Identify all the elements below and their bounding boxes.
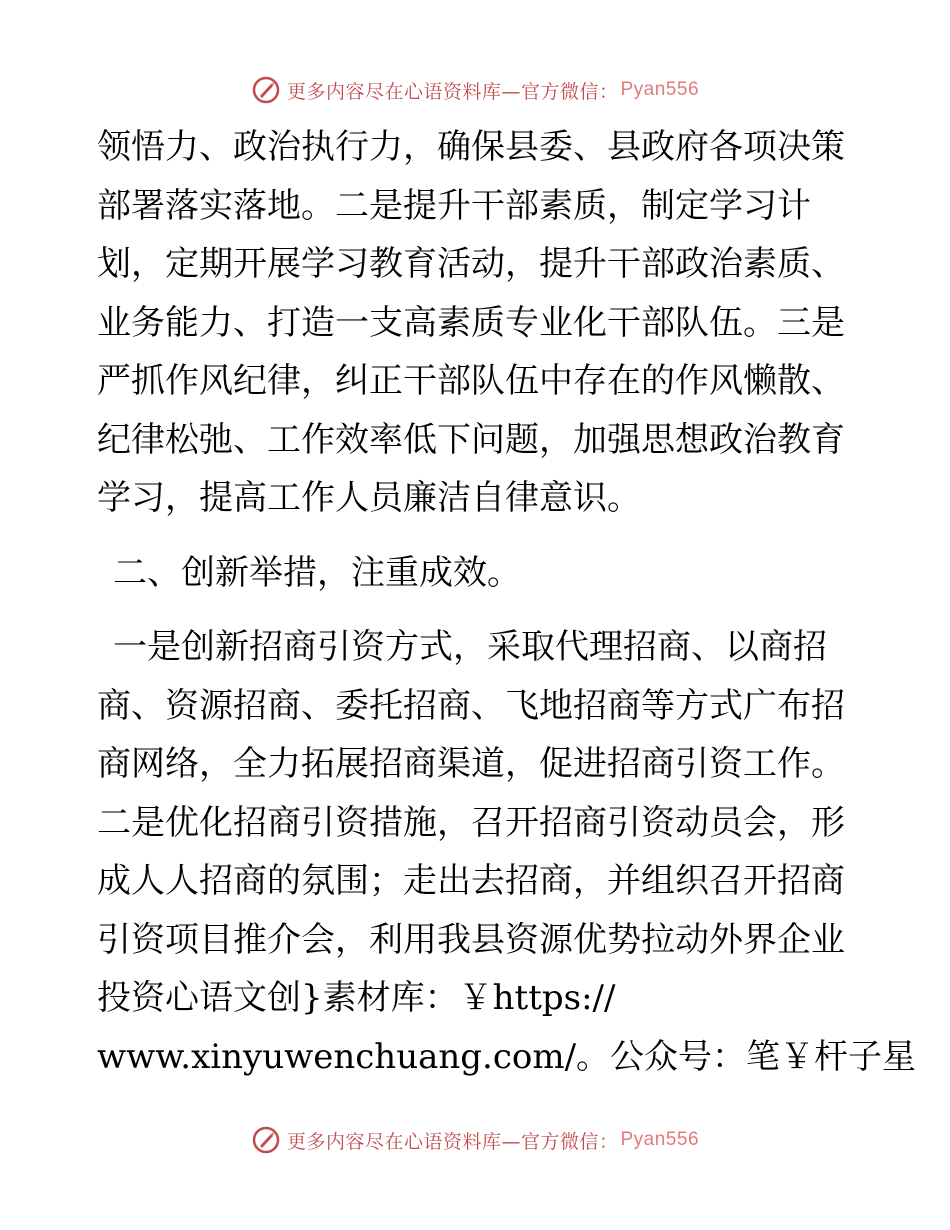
footer-brand-id: Pyan556: [620, 1129, 700, 1150]
body-line: 划，定期开展学习教育活动，提升干部政治素质、: [97, 244, 845, 284]
body-line: 严抓作风纪律，纠正干部队伍中存在的作风懒散、: [97, 361, 845, 401]
document-body: [97, 118, 917, 1086]
quill-pen-logo-icon: [251, 75, 281, 105]
header-banner: [251, 75, 699, 105]
body-line: 学习，提高工作人员廉洁自律意识。: [97, 478, 641, 518]
body-line: 业务能力、打造一支高素质专业化干部队伍。三是: [97, 302, 845, 343]
header-brand-id: Pyan556: [620, 79, 700, 100]
quill-pen-logo-icon: [251, 1125, 281, 1155]
section-heading: 二、创新举措，注重成效。: [113, 552, 521, 593]
footer-banner: [251, 1125, 699, 1155]
footer-brand-text: 更多内容尽在心语资料库—官方微信：: [286, 1130, 619, 1153]
body-line: 商网络，全力拓展招商渠道，促进招商引资工作。: [97, 744, 845, 784]
body-line: 二是优化招商引资措施，召开招商引资动员会，形: [97, 802, 845, 843]
body-line: 一是创新招商引资方式，采取代理招商、以商招: [113, 627, 827, 667]
page-header: [0, 70, 950, 110]
page-footer: [0, 1120, 950, 1160]
body-line: www.xinyuwenchuang.com/。公众号：笔￥杆子星: [97, 1036, 917, 1077]
body-line: 纪律松弛、工作效率低下问题，加强思想政治教育: [97, 419, 845, 460]
body-line: 投资心语文创}素材库：￥https://: [97, 978, 616, 1018]
body-line: 商、资源招商、委托招商、飞地招商等方式广布招: [97, 685, 845, 726]
body-line: 部署落实落地。二是提升干部素质，制定学习计: [97, 185, 811, 226]
header-brand-text: 更多内容尽在心语资料库—官方微信：: [286, 80, 619, 103]
body-line: 引资项目推介会，利用我县资源优势拉动外界企业: [97, 919, 845, 960]
body-line: 成人人招商的氛围；走出去招商，并组织召开招商: [97, 861, 845, 901]
body-line: 领悟力、政治执行力，确保县委、县政府各项决策: [97, 127, 845, 167]
